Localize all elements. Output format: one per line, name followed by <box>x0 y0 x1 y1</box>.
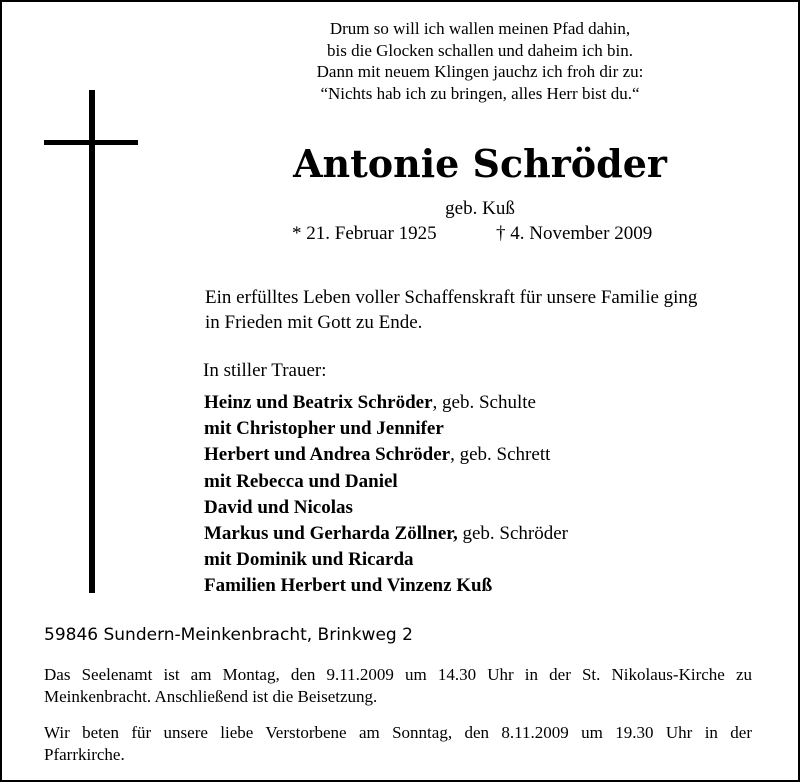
mourner-line <box>204 442 764 468</box>
notice-line: Pfarrkirche. <box>44 745 125 764</box>
mourner-name: mit Dominik und Ricarda <box>204 549 414 571</box>
mourner-name: David und Nicolas <box>204 496 353 518</box>
notice-line: Meinkenbracht. Anschließend ist die Beisetzung. <box>44 687 378 706</box>
mourner-note: geb. Schröder <box>457 522 569 544</box>
cross-icon-vertical-bar <box>89 90 95 593</box>
poem-line: Dann mit neuem Klingen jauchz ich froh dir zu: <box>316 62 644 81</box>
mourner-name: Heinz und Beatrix Schröder <box>204 392 433 413</box>
mourner-name: mit Rebecca und Daniel <box>204 470 398 492</box>
intro-text <box>205 285 765 335</box>
poem-line: bis die Glocken schallen und daheim ich bin. <box>327 40 633 60</box>
family-address: 59846 Sundern-Meinkenbracht, Brinkweg 2 <box>44 625 413 645</box>
birth-name: geb. Kuß <box>445 198 515 219</box>
mourner-note: , geb. Schrett <box>450 444 551 466</box>
mourner-line <box>204 495 764 521</box>
prayer-notice <box>44 722 752 766</box>
mourner-line <box>204 416 764 442</box>
mourner-line <box>204 390 764 416</box>
birth-date: * 21. Februar 1925 <box>292 223 437 244</box>
mourners-list <box>204 390 764 600</box>
intro-line: Ein erfülltes Leben voller Schaffenskraft für unsere Familie ging <box>205 287 698 308</box>
mourner-note: , geb. Schulte <box>432 392 536 413</box>
mourner-name: mit Christopher und Jennifer <box>204 418 444 440</box>
deceased-name: Antonie Schröder <box>293 141 667 186</box>
mourner-name: Herbert und Andrea Schröder <box>204 444 451 466</box>
cross-icon-horizontal-bar <box>44 140 138 145</box>
mourner-name: Markus und Gerharda Zöllner, <box>204 522 458 544</box>
mourner-line <box>204 469 764 495</box>
poem-line: Drum so will ich wallen meinen Pfad dahin, <box>329 19 631 38</box>
mourner-line <box>204 521 764 547</box>
death-date: † 4. November 2009 <box>496 223 653 244</box>
mourning-label: In stiller Trauer: <box>203 360 327 381</box>
mourner-name: Familien Herbert und Vinzenz Kuß <box>204 575 493 597</box>
mourner-line <box>204 547 764 573</box>
intro-line: in Frieden mit Gott zu Ende. <box>205 312 423 333</box>
requiem-notice <box>44 664 752 708</box>
poem-line: “Nichts hab ich zu bringen, alles Herr bist du.“ <box>320 83 640 103</box>
notice-line: Das Seelenamt ist am Montag, den 9.11.2009 um 14.30 Uhr in der St. Nikolaus-Kirche zu <box>44 665 752 684</box>
mourner-line <box>204 573 764 599</box>
notice-line: Wir beten für unsere liebe Verstorbene am Sonntag, den 8.11.2009 um 19.30 Uhr in der <box>44 723 752 742</box>
poem-verse <box>260 18 700 104</box>
